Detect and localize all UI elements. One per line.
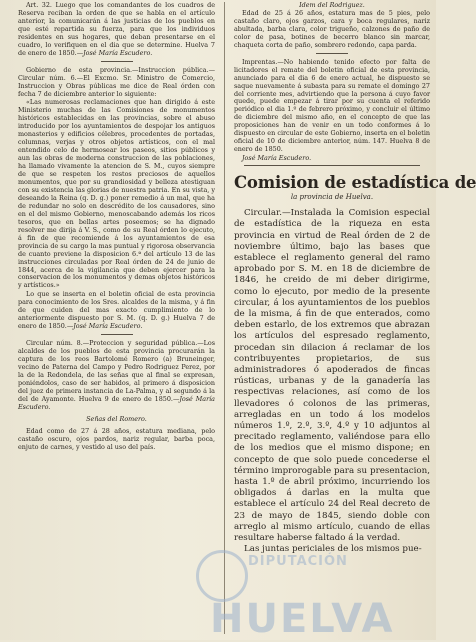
imprentas-notice: Imprentas.—No habiendo tenido efecto por falta de licitadores el remate del boletin oficial de esta provincia, anunciado para el dia 6 de enero actual, he dispuesto se saque nuevamente á subasta para su remate el domingo 27 del corriente mes, advirtiendo que la persona á cuyo favor quede, puede empezar á tirar por su cuenta el referido periódico el dia 1.º de febrero próximo, y concluir el último de diciembre del mismo año, en el concepto de que las proposiciones han de venir en un todo conformes á lo dispuesto en circular de este Gobierno, inserta en el boletin oficial de 10 de diciembre anterior, núm. 147. Huelva 8 de enero de 1850. [234, 57, 430, 154]
separator [316, 53, 348, 54]
monumentos-intro: Gobierno de esta provincia.—Instruccion pública.—Circular núm. 6.—El Excmo. Sr. Ministro de Comercio, Instruccion y Obras públicas me dice de Real órden con fecha 7 de diciembre anterior lo siguiente: [18, 65, 215, 98]
watermark-line-1: DIPUTACIÓN [248, 554, 348, 569]
watermark-line-2: HUELVA [210, 596, 395, 642]
article-32-text: Art. 32. Luego que los comandantes de los cuadros de Reserva reciban la orden de que se habla en el artículo anterior, la comunicarán á las justicias de los pueblos en que esté repartida su fuerza, para que los individuos residentes en sus hogares, que deban presentarse en el cuadro, lo verifiquen en el dia que se determine. Huelva 7 de enero de 1850. [18, 1, 215, 57]
circular-8: Circular núm. 8.—Proteccion y seguridad pública.—Los alcaldes de los pueblos de esta provincia procurarán la captura de los reos Bartolomé Romero (a) Bruneinger, vecino de Paterna del Campo y Pedro Rodriguez Perez, por la de la Redondela, de las señas que al final se expresan, poniéndolos, caso de ser habidos, al primero á disposicion del juez de primera instancia de La-Palma, y al segundo á la del de Ayamonte. Huelva 9 de enero de 1850.—José María Escudero. [18, 339, 215, 411]
right-column [234, 1, 476, 636]
column-divider [224, 2, 225, 634]
separator [101, 334, 133, 335]
monumentos-signature: José María Escudero. [73, 322, 143, 331]
comision-title: Comision de estadística de [234, 173, 476, 193]
imprentas-signature: José María Escudero. [242, 154, 312, 163]
monumentos-order: «Las numerosas reclamaciones que han dirigido á este Ministerio muchas de las Comisiones de monumentos históricos establecidas en las provincias, sobre el abuso introducido por los ayuntamientos de despojar los antiguos monasterios y edificios célebres, procedentes de portadas, columnas, verjas y otros objetos artísticos, con el mal entendido celo de hermosear los paseos, sitios públicos y aun las obras de moderna construccion de las poblaciones, ha llamado vivamente la atencion de S. M., cuyos siempre de que se respeten los restos preciosos de aquellos monumentos, que por su grandiosidad y belleza atestiguan con su existencia las glorias de nuestra patria. En su vista, y deseando la Reina (q. D. g.) poner remedio á un mal, que ha de redundar no solo en descrédito de los causadores, sino en el del mismo Gobierno, menoscabando además los ricos tesoros, que en bellas artes poseemos; se ha dignado resolver me dirija á V. S., como de su Real órden lo ejecuto, á fin de que recomiende á los ayuntamientos de esa provincia de su cargo la mas puntual y rigorosa observancia de cuanto previene la disposicion 6.ª del artículo 13 de las instrucciones circuladas por Real órden de 24 de junio de 1844, acerca de la vigilancia que deben ejercer para la conservacion de los monumentos y demas objetos históricos y artísticos.» [18, 98, 215, 290]
circular-8-signature: José María Escudero. [18, 394, 215, 411]
separator [244, 165, 420, 166]
left-column [18, 2, 215, 636]
monumentos-note: Lo que se inserta en el boletin oficial de esta provincia para conocimiento de los Sres. alcaldes de la misma, y á fin de que cuiden del mas exacto cumplimiento de lo anteriormente dispuesto por S. M. (q. D. g.) Huelva 7 de enero de 1850.—José María Escudero. [18, 290, 215, 331]
separator [101, 61, 133, 62]
senas-romero: Edad como de 27 á 28 años, estatura mediana, pelo castaño oscuro, ojos pardos, nariz regular, barba poca, enjuto de carnes, y vestido al uso del país. [18, 426, 215, 451]
article-32-signature: José María Escudero. [83, 48, 153, 57]
monumentos-note-text: Lo que se inserta en el boletin oficial de esta provincia para conocimiento de los Sres. alcaldes de la misma, y á fin de que cuiden del mas exacto cumplimiento de lo anteriormente dispuesto por S. M. (q. D. g.) Huelva 7 de enero de 1850. [18, 290, 215, 331]
article-32: Art. 32. Luego que los comandantes de los cuadros de Reserva reciban la orden de que se habla en el artículo anterior, la comunicarán á las justicias de los pueblos en que esté repartida su fuerza, para que los individuos residentes en sus hogares, que deban presentarse en el cuadro, lo verifiquen en el dia que se determine. Huelva 7 de enero de 1850.—José María Escudero. [18, 1, 215, 57]
circular-8-text: Circular núm. 8.—Proteccion y seguridad pública.—Los alcaldes de los pueblos de esta provincia procurarán la captura de los reos Bartolomé Romero (a) Bruneinger, vecino de Paterna del Campo y Pedro Rodriguez Perez, por la de la Redondela, de las señas que al final se expresan, poniéndolos, caso de ser habidos, al primero á disposicion del juez de primera instancia de La-Palma, y al segundo á la del de Ayamonte. Huelva 9 de enero de 1850. [18, 339, 215, 403]
comision-continuation: Las juntas periciales de los mismos pue- [244, 544, 422, 555]
comision-circular: Circular.—Instalada la Comision especial de estadística de la riqueza en esta provincia en virtud de Real órden de 2 de noviembre último, bajo las bases que establece el reglamento general del ramo aprobado por S. M. en 18 de diciembre de 1846, he creido de mi deber dirigirme, como lo ejecuto, por medio de la presente circular, á los ayuntamientos de los pueblos de la misma, á fin de que enterados, como deben estarlo, de los extremos que abrazan los artículos del espresado reglamento, procedan sin dilacion á reclamar de los contribuyentes propietarios, de sus administradores ó apoderados de fincas rústicas, urbanas y de la ganadería las respectivas relaciones, así como de los llevadores ó colonos de las primeras, arregladas en un todo á los modelos números 1.º, 2.º, 3.º, 4.º y 10 adjuntos al precitado reglamento, valiéndose para ello de los medios que el mismo dispone; en concepto de que solo puede concederse el término improrogable para su presentacion, hasta 1.º de abril próximo, incurriendo los obligados á darlas en la multa que establece el artículo 24 del Real decreto de 23 de mayo de 1845, siendo doble con arreglo al mismo artículo, cuando de ellas resultare haberse faltado á la verdad. [234, 208, 430, 543]
comision-subtitle: la provincia de Huelva. [290, 193, 374, 202]
rodriguez-title: Idem del Rodriguez. [299, 1, 365, 9]
senas-romero-title: Señas del Romero. [86, 414, 147, 423]
senas-rodriguez: Edad de 25 á 26 años, estatura mas de 5 pies, pelo castaño claro, ojos garzos, cara y boca regulares, nariz abultada, barba clara, color trigueño, calzones de paño de color de pasa, botines de becerro blanco sin marcar, chaqueta corta de paño, sombrero redondo, capa parda. [234, 8, 430, 49]
